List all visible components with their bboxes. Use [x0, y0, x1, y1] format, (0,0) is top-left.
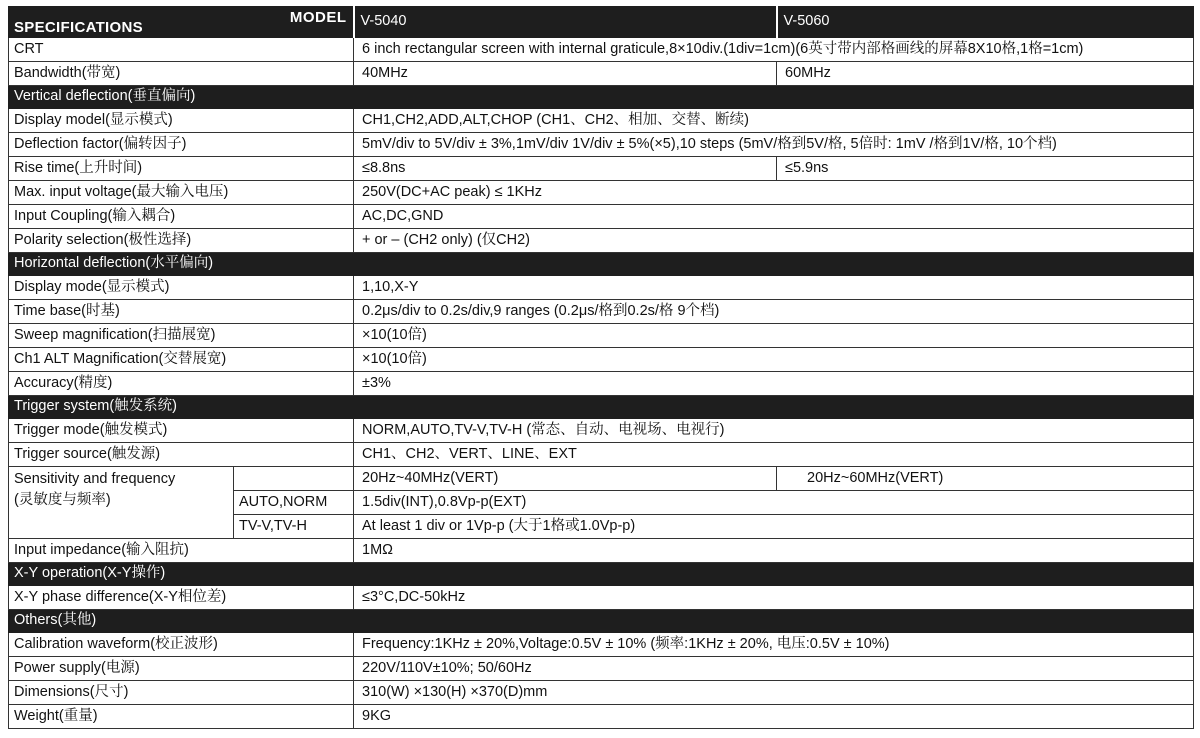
table-row — [9, 205, 1194, 229]
sensitivity-value-v5060: 20Hz~60MHz(VERT) — [777, 467, 1194, 491]
sensitivity-label-cn: (灵敏度与频率) — [14, 492, 111, 509]
section-title: Horizontal deflection(水平偏向) — [9, 253, 1194, 276]
auto-norm-value: 1.5div(INT),0.8Vp-p(EXT) — [354, 491, 1194, 515]
row-value: ±3% — [354, 372, 1194, 396]
row-label: Display mode(显示模式) — [9, 276, 354, 300]
row-label: Trigger source(触发源) — [9, 443, 354, 467]
row-value: NORM,AUTO,TV-V,TV-H (常态、自动、电视场、电视行) — [354, 419, 1194, 443]
specifications-label: SPECIFICATIONS — [14, 18, 143, 36]
row-label: Time base(时基) — [9, 300, 354, 324]
table-row — [9, 38, 1194, 62]
table-row — [9, 705, 1194, 729]
row-label: Trigger mode(触发模式) — [9, 419, 354, 443]
row-label: Max. input voltage(最大输入电压) — [9, 181, 354, 205]
row-value: ×10(10倍) — [354, 348, 1194, 372]
row-value: ≤3°C,DC-50kHz — [354, 586, 1194, 610]
row-value-v5040: ≤8.8ns — [354, 157, 777, 181]
model-label: MODEL — [289, 9, 347, 26]
tv-label: TV-V,TV-H — [234, 515, 354, 539]
table-row — [9, 276, 1194, 300]
row-label: Display model(显示模式) — [9, 109, 354, 133]
sensitivity-value-v5040: 20Hz~40MHz(VERT) — [354, 467, 777, 491]
table-row — [9, 109, 1194, 133]
table-row — [9, 133, 1194, 157]
model-v5040: V-5040 — [354, 7, 777, 38]
table-row — [9, 157, 1194, 181]
section-title: Vertical deflection(垂直偏向) — [9, 86, 1194, 109]
row-value: CH1、CH2、VERT、LINE、EXT — [354, 443, 1194, 467]
table-row — [9, 681, 1194, 705]
row-value: 1,10,X-Y — [354, 276, 1194, 300]
row-label: Rise time(上升时间) — [9, 157, 354, 181]
row-value: 220V/110V±10%; 50/60Hz — [354, 657, 1194, 681]
row-label: Accuracy(精度) — [9, 372, 354, 396]
row-label: Input Coupling(输入耦合) — [9, 205, 354, 229]
header-label-cell — [9, 7, 354, 38]
table-row — [9, 300, 1194, 324]
section-row — [9, 610, 1194, 633]
model-v5060: V-5060 — [777, 7, 1194, 38]
row-value: AC,DC,GND — [354, 205, 1194, 229]
table-row — [9, 181, 1194, 205]
section-row — [9, 86, 1194, 109]
section-title: Others(其他) — [9, 610, 1194, 633]
sensitivity-label-cell — [9, 467, 234, 539]
row-value: 250V(DC+AC peak) ≤ 1KHz — [354, 181, 1194, 205]
row-label: Dimensions(尺寸) — [9, 681, 354, 705]
row-value: 310(W) ×130(H) ×370(D)mm — [354, 681, 1194, 705]
specifications-table — [8, 6, 1194, 729]
row-value: 6 inch rectangular screen with internal graticule,8×10div.(1div=1cm)(6英寸带内部格画线的屏幕8X10格,1格=1cm) — [354, 38, 1194, 62]
table-row — [9, 657, 1194, 681]
row-label: CRT — [9, 38, 354, 62]
table-row — [9, 324, 1194, 348]
row-value-v5060: ≤5.9ns — [777, 157, 1194, 181]
sensitivity-label: Sensitivity and frequency — [14, 471, 176, 487]
row-value: Frequency:1KHz ± 20%,Voltage:0.5V ± 10% (频率:1KHz ± 20%, 电压:0.5V ± 10%) — [354, 633, 1194, 657]
table-row — [9, 348, 1194, 372]
row-value: 9KG — [354, 705, 1194, 729]
section-title: X-Y operation(X-Y操作) — [9, 563, 1194, 586]
auto-norm-label: AUTO,NORM — [234, 491, 354, 515]
section-title: Trigger system(触发系统) — [9, 396, 1194, 419]
table-header-row — [9, 7, 1194, 38]
tv-value: At least 1 div or 1Vp-p (大于1格或1.0Vp-p) — [354, 515, 1194, 539]
row-label: Bandwidth(带宽) — [9, 62, 354, 86]
table-row — [9, 419, 1194, 443]
row-value: ×10(10倍) — [354, 324, 1194, 348]
row-label: Weight(重量) — [9, 705, 354, 729]
row-label: Input impedance(输入阻抗) — [9, 539, 354, 563]
table-row — [9, 443, 1194, 467]
row-value: 1MΩ — [354, 539, 1194, 563]
row-value-v5060: 60MHz — [777, 62, 1194, 86]
table-row — [9, 633, 1194, 657]
row-value: CH1,CH2,ADD,ALT,CHOP (CH1、CH2、相加、交替、断续) — [354, 109, 1194, 133]
row-label: Deflection factor(偏转因子) — [9, 133, 354, 157]
section-row — [9, 253, 1194, 276]
table-row — [9, 372, 1194, 396]
row-label: Sweep magnification(扫描展宽) — [9, 324, 354, 348]
row-label: Power supply(电源) — [9, 657, 354, 681]
table-row — [9, 586, 1194, 610]
row-label: Calibration waveform(校正波形) — [9, 633, 354, 657]
table-row — [9, 62, 1194, 86]
blank-cell — [234, 467, 354, 491]
table-row — [9, 539, 1194, 563]
row-label: Ch1 ALT Magnification(交替展宽) — [9, 348, 354, 372]
table-row — [9, 467, 1194, 491]
row-value-v5040: 40MHz — [354, 62, 777, 86]
row-label: X-Y phase difference(X-Y相位差) — [9, 586, 354, 610]
row-value: 0.2μs/div to 0.2s/div,9 ranges (0.2μs/格到0.2s/格 9个档) — [354, 300, 1194, 324]
section-row — [9, 563, 1194, 586]
table-row — [9, 229, 1194, 253]
section-row — [9, 396, 1194, 419]
row-label: Polarity selection(极性选择) — [9, 229, 354, 253]
row-value: 5mV/div to 5V/div ± 3%,1mV/div 1V/div ± 5%(×5),10 steps (5mV/格到5V/格, 5倍时: 1mV /格到1V/格, 10个档) — [354, 133, 1194, 157]
row-value: + or – (CH2 only) (仅CH2) — [354, 229, 1194, 253]
